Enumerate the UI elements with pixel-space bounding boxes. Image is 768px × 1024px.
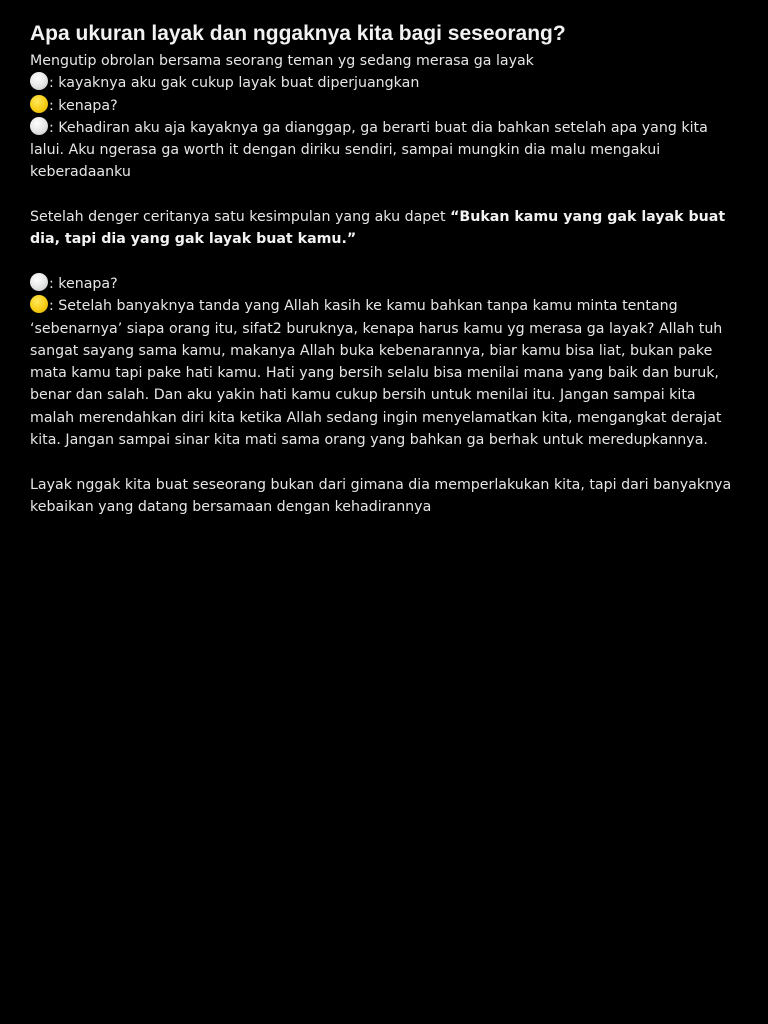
conclusion-paragraph <box>30 206 742 251</box>
spacer <box>30 451 742 473</box>
spacer <box>30 184 742 206</box>
dialog-text: : Kehadiran aku aja kayaknya ga dianggap, ga berarti buat dia bahkan setelah apa yang kita lalui. Aku ngerasa ga worth it dengan diriku sendiri, sampai mungkin dia malu mengakui keberadaanku <box>30 119 708 181</box>
note-title: Apa ukuran layak dan nggaknya kita bagi seseorang? <box>30 22 566 45</box>
dialog-text: : kenapa? <box>49 275 118 292</box>
dialog-line <box>30 273 742 295</box>
dialog-line <box>30 295 742 451</box>
note-content <box>30 20 742 518</box>
white-circle-icon <box>30 72 48 90</box>
dialog-text: : kayaknya aku gak cukup layak buat diperjuangkan <box>49 75 420 92</box>
spacer <box>30 251 742 273</box>
white-circle-icon <box>30 273 48 291</box>
conclusion-quote: “Bukan kamu yang gak layak buat dia, tapi dia yang gak layak buat kamu.” <box>30 209 726 248</box>
yellow-circle-icon <box>30 295 48 313</box>
dialog-text: : kenapa? <box>49 97 118 114</box>
yellow-circle-icon <box>30 95 48 113</box>
closing-paragraph: Layak nggak kita buat seseorang bukan dari gimana dia memperlakukan kita, tapi dari banyaknya kebaikan yang datang bersamaan dengan kehadirannya <box>30 476 732 515</box>
dialog-text: : Setelah banyaknya tanda yang Allah kasih ke kamu bahkan tanpa kamu minta tentang ‘sebenarnya’ siapa orang itu, sifat2 buruknya, kenapa harus kamu yg merasa ga layak? Allah tuh sangat sayang sama kamu, makanya Allah buka kebenarannya, biar kamu bisa liat, bukan pake mata kamu tapi pake hati kamu. Hati yang bersih selalu bisa menilai mana yang baik dan buruk, benar dan salah. Dan aku yakin hati kamu cukup bersih untuk menilai itu. Jangan sampai kita malah merendahkan diri kita ketika Allah sedang ingin menyelamatkan kita, mengangkat derajat kita. Jangan sampai sinar kita mati sama orang yang bahkan ga berhak untuk meredupkannya. <box>30 298 723 449</box>
dialog-line <box>30 95 742 117</box>
white-circle-icon <box>30 117 48 135</box>
conclusion-text: Setelah denger ceritanya satu kesimpulan yang aku dapet <box>30 209 451 226</box>
note-body <box>30 50 742 518</box>
dialog-line <box>30 117 742 184</box>
dialog-line <box>30 72 742 94</box>
intro-text: Mengutip obrolan bersama seorang teman yg sedang merasa ga layak <box>30 53 534 69</box>
